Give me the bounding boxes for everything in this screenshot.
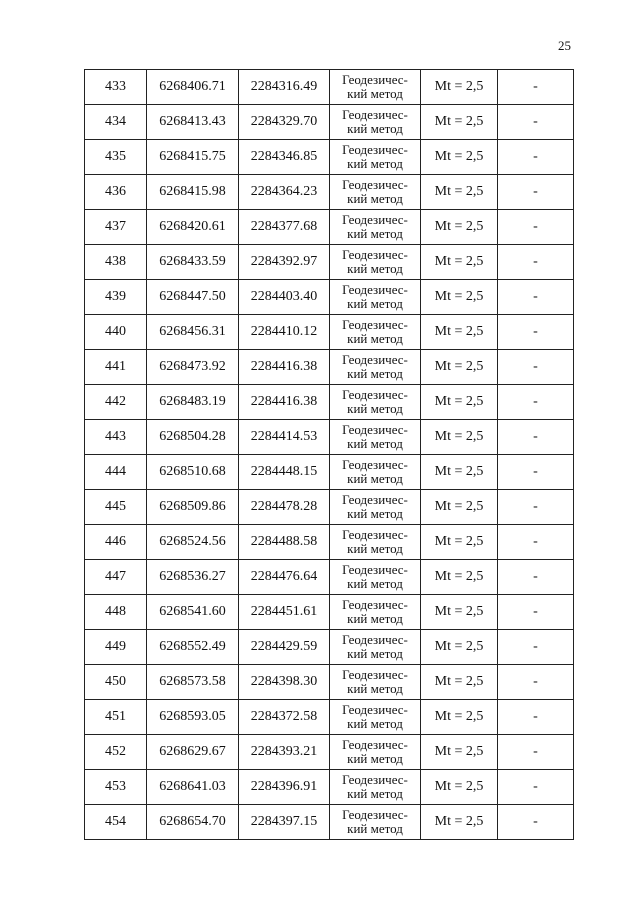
y-coordinate-cell: 2284329.70 [239,105,330,140]
point-number-cell: 449 [85,630,147,665]
method-line-1: Геодезичес- [342,282,408,297]
table-row [85,245,574,280]
method-line-2: кий метод [347,821,403,836]
note-cell: - [498,175,574,210]
note-cell: - [498,735,574,770]
method-cell [330,350,421,385]
point-number-cell: 445 [85,490,147,525]
x-coordinate-cell: 6268413.43 [147,105,239,140]
x-coordinate-cell: 6268433.59 [147,245,239,280]
method-cell [330,630,421,665]
table-row [85,735,574,770]
note-cell: - [498,560,574,595]
method-cell [330,700,421,735]
accuracy-cell: Mt = 2,5 [421,385,498,420]
method-line-2: кий метод [347,226,403,241]
method-line-2: кий метод [347,436,403,451]
method-line-1: Геодезичес- [342,457,408,472]
note-cell: - [498,70,574,105]
x-coordinate-cell: 6268510.68 [147,455,239,490]
point-number-cell: 452 [85,735,147,770]
note-cell: - [498,420,574,455]
y-coordinate-cell: 2284429.59 [239,630,330,665]
point-number-cell: 442 [85,385,147,420]
y-coordinate-cell: 2284398.30 [239,665,330,700]
accuracy-cell: Mt = 2,5 [421,490,498,525]
method-cell [330,665,421,700]
note-cell: - [498,770,574,805]
table-row [85,420,574,455]
table-body [85,70,574,840]
method-line-2: кий метод [347,86,403,101]
method-cell [330,210,421,245]
method-line-1: Геодезичес- [342,142,408,157]
method-line-1: Геодезичес- [342,737,408,752]
table-row [85,455,574,490]
x-coordinate-cell: 6268654.70 [147,805,239,840]
y-coordinate-cell: 2284476.64 [239,560,330,595]
y-coordinate-cell: 2284403.40 [239,280,330,315]
method-cell [330,735,421,770]
note-cell: - [498,700,574,735]
method-cell [330,245,421,280]
y-coordinate-cell: 2284377.68 [239,210,330,245]
table-row [85,665,574,700]
note-cell: - [498,805,574,840]
y-coordinate-cell: 2284346.85 [239,140,330,175]
method-cell [330,175,421,210]
method-line-1: Геодезичес- [342,807,408,822]
table-row [85,525,574,560]
y-coordinate-cell: 2284396.91 [239,770,330,805]
point-number-cell: 450 [85,665,147,700]
method-cell [330,455,421,490]
method-line-1: Геодезичес- [342,387,408,402]
method-line-2: кий метод [347,261,403,276]
accuracy-cell: Mt = 2,5 [421,140,498,175]
method-cell [330,560,421,595]
y-coordinate-cell: 2284410.12 [239,315,330,350]
x-coordinate-cell: 6268541.60 [147,595,239,630]
table-row [85,560,574,595]
method-line-2: кий метод [347,366,403,381]
point-number-cell: 446 [85,525,147,560]
x-coordinate-cell: 6268483.19 [147,385,239,420]
table-row [85,805,574,840]
point-number-cell: 447 [85,560,147,595]
note-cell: - [498,665,574,700]
point-number-cell: 440 [85,315,147,350]
point-number-cell: 438 [85,245,147,280]
method-line-1: Геодезичес- [342,352,408,367]
accuracy-cell: Mt = 2,5 [421,595,498,630]
method-line-1: Геодезичес- [342,562,408,577]
point-number-cell: 451 [85,700,147,735]
y-coordinate-cell: 2284393.21 [239,735,330,770]
method-line-1: Геодезичес- [342,177,408,192]
accuracy-cell: Mt = 2,5 [421,735,498,770]
point-number-cell: 443 [85,420,147,455]
table-row [85,630,574,665]
accuracy-cell: Mt = 2,5 [421,630,498,665]
method-line-1: Геодезичес- [342,317,408,332]
method-line-1: Геодезичес- [342,492,408,507]
table-row [85,280,574,315]
note-cell: - [498,630,574,665]
method-cell [330,140,421,175]
y-coordinate-cell: 2284372.58 [239,700,330,735]
y-coordinate-cell: 2284414.53 [239,420,330,455]
y-coordinate-cell: 2284416.38 [239,350,330,385]
method-line-2: кий метод [347,121,403,136]
method-line-1: Геодезичес- [342,667,408,682]
method-cell [330,280,421,315]
point-number-cell: 437 [85,210,147,245]
method-line-1: Геодезичес- [342,702,408,717]
note-cell: - [498,210,574,245]
accuracy-cell: Mt = 2,5 [421,525,498,560]
table-row [85,315,574,350]
accuracy-cell: Mt = 2,5 [421,175,498,210]
page-number: 25 [558,38,571,53]
table-row [85,385,574,420]
point-number-cell: 434 [85,105,147,140]
note-cell: - [498,105,574,140]
accuracy-cell: Mt = 2,5 [421,805,498,840]
note-cell: - [498,350,574,385]
method-line-2: кий метод [347,786,403,801]
point-number-cell: 453 [85,770,147,805]
x-coordinate-cell: 6268456.31 [147,315,239,350]
note-cell: - [498,490,574,525]
method-line-1: Геодезичес- [342,72,408,87]
y-coordinate-cell: 2284397.15 [239,805,330,840]
accuracy-cell: Mt = 2,5 [421,420,498,455]
x-coordinate-cell: 6268406.71 [147,70,239,105]
y-coordinate-cell: 2284478.28 [239,490,330,525]
table-row [85,700,574,735]
method-cell [330,385,421,420]
method-line-2: кий метод [347,716,403,731]
table-row [85,210,574,245]
point-number-cell: 444 [85,455,147,490]
method-cell [330,770,421,805]
point-number-cell: 439 [85,280,147,315]
note-cell: - [498,280,574,315]
method-line-2: кий метод [347,331,403,346]
x-coordinate-cell: 6268524.56 [147,525,239,560]
accuracy-cell: Mt = 2,5 [421,350,498,385]
x-coordinate-cell: 6268509.86 [147,490,239,525]
method-line-1: Геодезичес- [342,212,408,227]
point-number-cell: 454 [85,805,147,840]
accuracy-cell: Mt = 2,5 [421,315,498,350]
point-number-cell: 433 [85,70,147,105]
x-coordinate-cell: 6268629.67 [147,735,239,770]
y-coordinate-cell: 2284392.97 [239,245,330,280]
method-line-2: кий метод [347,751,403,766]
table-row [85,140,574,175]
method-cell [330,595,421,630]
x-coordinate-cell: 6268641.03 [147,770,239,805]
x-coordinate-cell: 6268415.75 [147,140,239,175]
point-number-cell: 448 [85,595,147,630]
y-coordinate-cell: 2284488.58 [239,525,330,560]
note-cell: - [498,315,574,350]
note-cell: - [498,595,574,630]
accuracy-cell: Mt = 2,5 [421,665,498,700]
method-cell [330,525,421,560]
method-line-1: Геодезичес- [342,597,408,612]
y-coordinate-cell: 2284448.15 [239,455,330,490]
table-row [85,105,574,140]
method-line-2: кий метод [347,506,403,521]
method-cell [330,105,421,140]
y-coordinate-cell: 2284416.38 [239,385,330,420]
x-coordinate-cell: 6268504.28 [147,420,239,455]
accuracy-cell: Mt = 2,5 [421,70,498,105]
note-cell: - [498,525,574,560]
table-row [85,490,574,525]
note-cell: - [498,385,574,420]
note-cell: - [498,140,574,175]
x-coordinate-cell: 6268573.58 [147,665,239,700]
note-cell: - [498,245,574,280]
accuracy-cell: Mt = 2,5 [421,770,498,805]
note-cell: - [498,455,574,490]
method-line-1: Геодезичес- [342,632,408,647]
x-coordinate-cell: 6268552.49 [147,630,239,665]
method-line-2: кий метод [347,401,403,416]
point-number-cell: 435 [85,140,147,175]
table-row [85,595,574,630]
method-cell [330,70,421,105]
x-coordinate-cell: 6268447.50 [147,280,239,315]
x-coordinate-cell: 6268536.27 [147,560,239,595]
method-line-2: кий метод [347,541,403,556]
accuracy-cell: Mt = 2,5 [421,105,498,140]
method-line-1: Геодезичес- [342,422,408,437]
y-coordinate-cell: 2284364.23 [239,175,330,210]
coordinates-table [84,69,574,840]
accuracy-cell: Mt = 2,5 [421,245,498,280]
point-number-cell: 436 [85,175,147,210]
table-row [85,175,574,210]
accuracy-cell: Mt = 2,5 [421,700,498,735]
method-cell [330,805,421,840]
method-line-2: кий метод [347,296,403,311]
x-coordinate-cell: 6268473.92 [147,350,239,385]
y-coordinate-cell: 2284316.49 [239,70,330,105]
accuracy-cell: Mt = 2,5 [421,455,498,490]
method-cell [330,315,421,350]
method-line-1: Геодезичес- [342,247,408,262]
x-coordinate-cell: 6268415.98 [147,175,239,210]
table-row [85,770,574,805]
accuracy-cell: Mt = 2,5 [421,560,498,595]
method-line-2: кий метод [347,611,403,626]
method-cell [330,490,421,525]
point-number-cell: 441 [85,350,147,385]
method-line-2: кий метод [347,681,403,696]
table-row [85,70,574,105]
method-cell [330,420,421,455]
method-line-2: кий метод [347,576,403,591]
y-coordinate-cell: 2284451.61 [239,595,330,630]
table-row [85,350,574,385]
x-coordinate-cell: 6268420.61 [147,210,239,245]
method-line-1: Геодезичес- [342,527,408,542]
method-line-1: Геодезичес- [342,772,408,787]
method-line-2: кий метод [347,156,403,171]
method-line-2: кий метод [347,471,403,486]
method-line-1: Геодезичес- [342,107,408,122]
method-line-2: кий метод [347,646,403,661]
method-line-2: кий метод [347,191,403,206]
accuracy-cell: Mt = 2,5 [421,210,498,245]
accuracy-cell: Mt = 2,5 [421,280,498,315]
x-coordinate-cell: 6268593.05 [147,700,239,735]
